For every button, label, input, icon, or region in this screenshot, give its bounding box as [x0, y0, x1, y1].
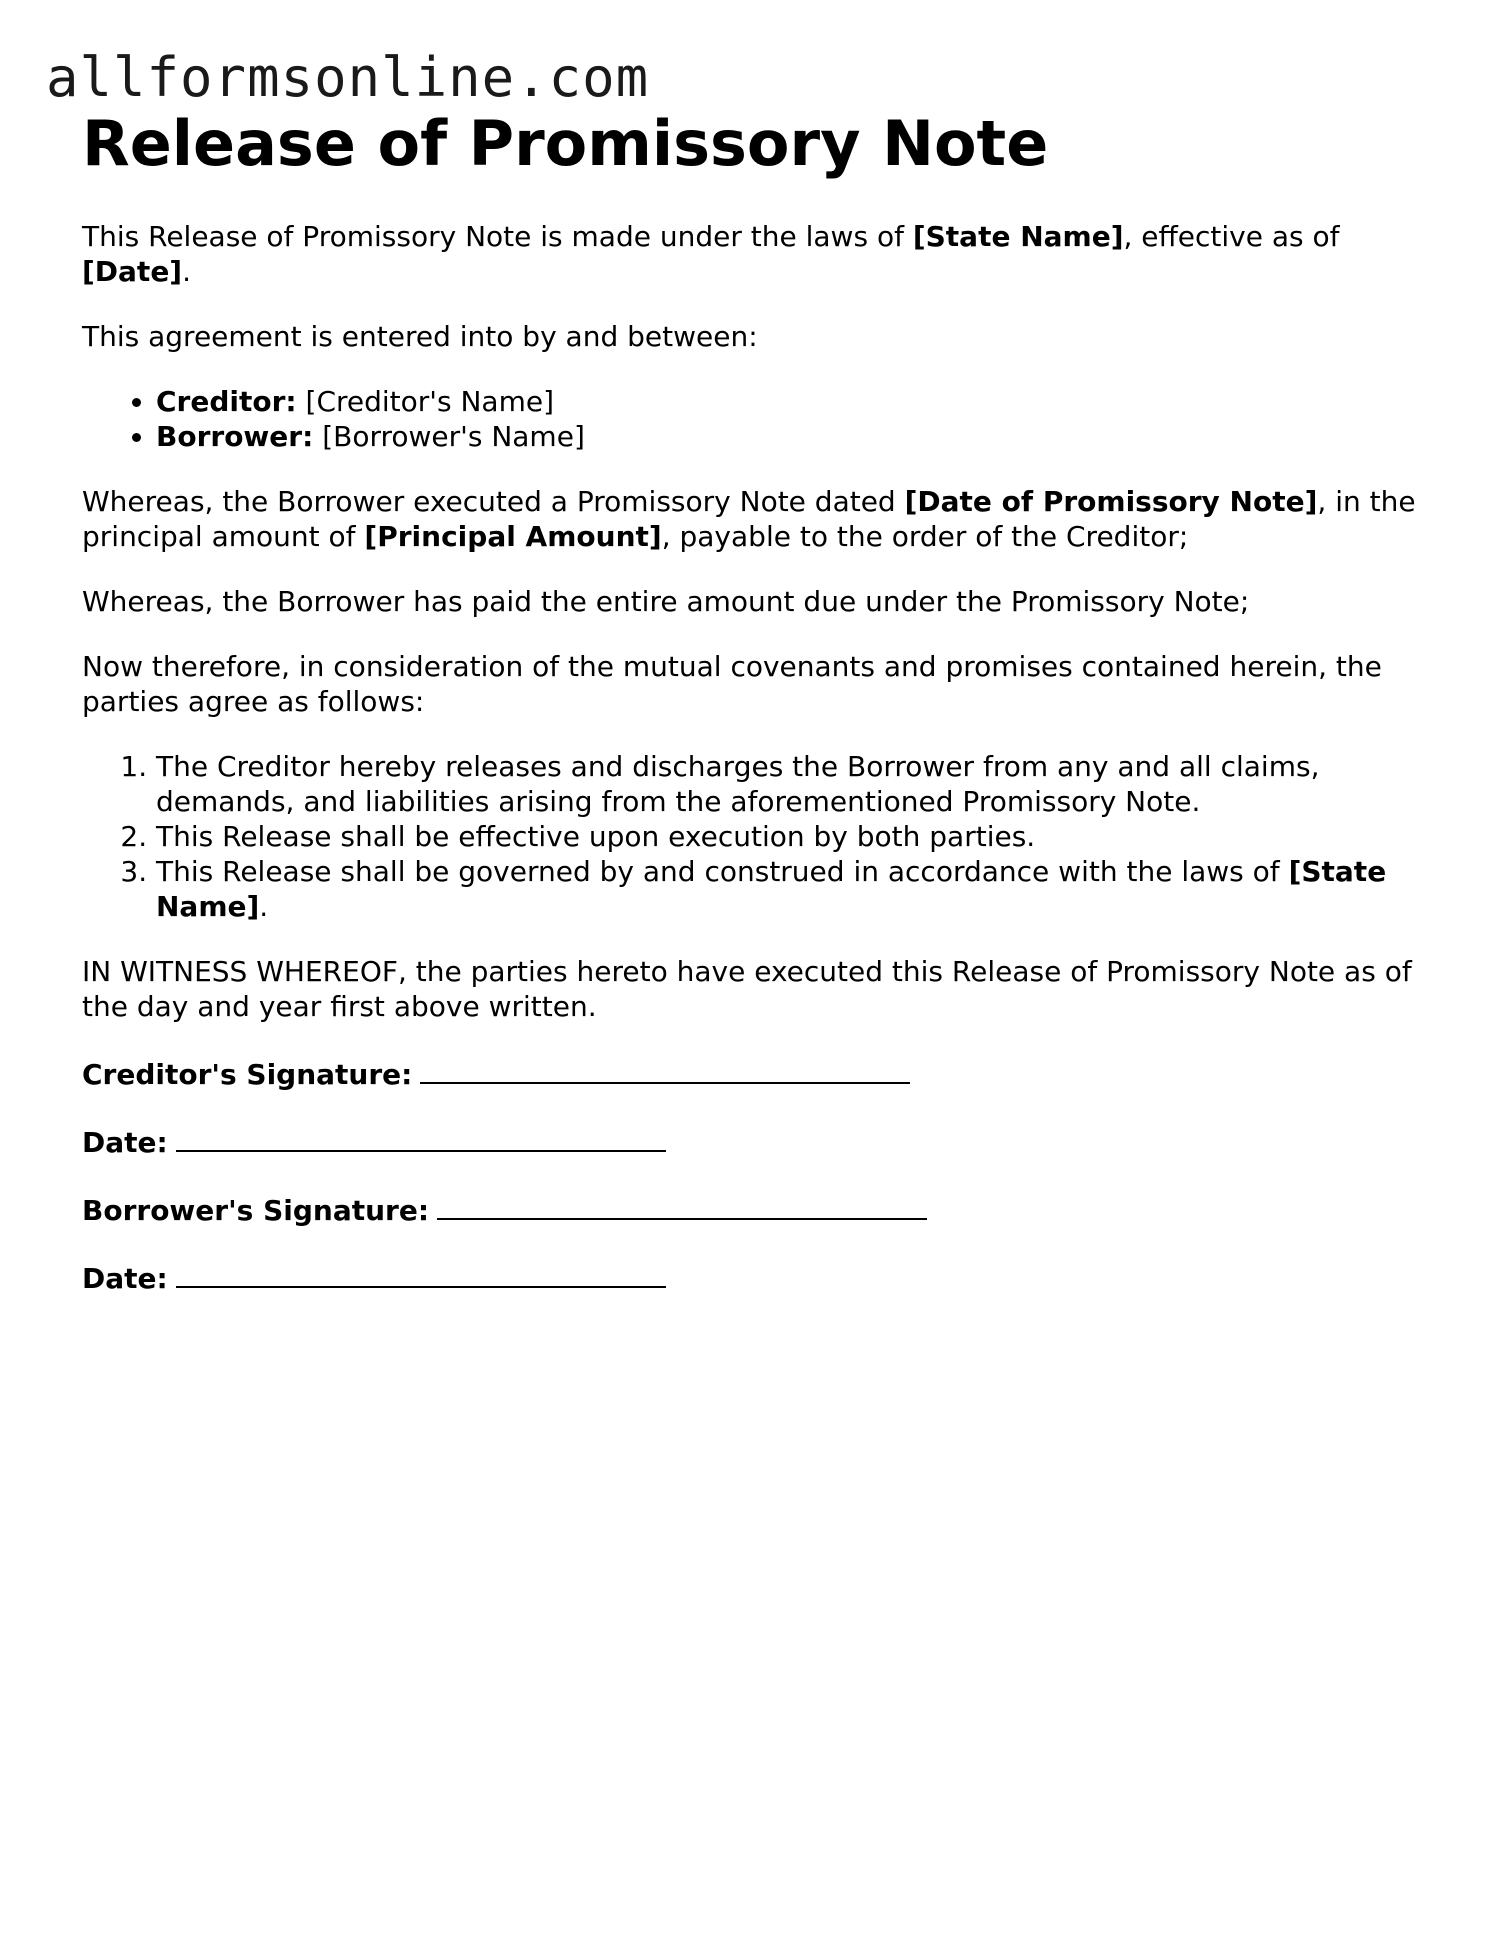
terms-list	[82, 749, 1422, 924]
intro-state-placeholder: [State Name]	[912, 220, 1124, 253]
party-creditor-value: [Creditor's Name]	[296, 385, 555, 418]
intro-date-placeholder: [Date]	[82, 255, 183, 288]
intro-text-1: This Release of Promissory Note is made under the laws of	[82, 220, 913, 253]
principal-amount-placeholder: [Principal Amount]	[364, 520, 662, 553]
creditor-date-label: Date:	[82, 1126, 168, 1159]
party-creditor	[156, 384, 1422, 419]
whereas-paragraph-1	[82, 484, 1422, 554]
document-body	[82, 105, 1422, 1296]
borrower-signature-label: Borrower's Signature:	[82, 1194, 430, 1227]
now-therefore-paragraph: Now therefore, in consideration of the mutual covenants and promises contained herein, the parties agree as follows:	[82, 650, 1382, 718]
creditor-signature-label: Creditor's Signature:	[82, 1058, 413, 1091]
intro-text-2: , effective as of	[1123, 220, 1340, 253]
party-creditor-label: Creditor:	[156, 385, 297, 418]
intro-paragraph	[82, 219, 1422, 289]
parties-list	[82, 384, 1422, 454]
term3-state-placeholder: [State Name]	[156, 855, 1387, 923]
creditor-date-line	[82, 1122, 1422, 1160]
witness-paragraph: IN WITNESS WHEREOF, the parties hereto have executed this Release of Promissory Note as of the day and year first above written.	[82, 955, 1412, 1023]
borrower-signature-line	[82, 1190, 1422, 1228]
creditor-signature-line	[82, 1054, 1422, 1092]
party-borrower	[156, 419, 1422, 454]
whereas1-text-1: Whereas, the Borrower executed a Promissory Note dated	[82, 485, 905, 518]
document-title: Release of Promissory Note	[82, 107, 1049, 180]
term3-text: This Release shall be governed by and construed in accordance with the laws of	[156, 855, 1289, 888]
term-item-2: 2. This Release shall be effective upon execution by both parties.	[156, 819, 1422, 854]
between-paragraph: This agreement is entered into by and between:	[82, 320, 758, 353]
party-borrower-value: [Borrower's Name]	[313, 420, 585, 453]
party-borrower-label: Borrower:	[156, 420, 314, 453]
whereas1-text-3: , payable to the order of the Creditor;	[661, 520, 1189, 553]
note-date-placeholder: [Date of Promissory Note]	[904, 485, 1318, 518]
term-item-1: 1. The Creditor hereby releases and discharges the Borrower from any and all claims, demands, and liabilities arising from the aforementioned Promissory Note.	[156, 749, 1422, 819]
whereas1-text-2: , in the principal amount of	[82, 485, 1416, 553]
borrower-signature-field[interactable]	[437, 1190, 927, 1220]
borrower-date-field[interactable]	[176, 1258, 666, 1288]
borrower-date-label: Date:	[82, 1262, 168, 1295]
creditor-date-field[interactable]	[176, 1122, 666, 1152]
whereas-paragraph-2: Whereas, the Borrower has paid the entire amount due under the Promissory Note;	[82, 585, 1250, 618]
term3-end: .	[259, 890, 269, 923]
creditor-signature-field[interactable]	[420, 1054, 910, 1084]
intro-text-3: .	[182, 255, 192, 288]
borrower-date-line	[82, 1258, 1422, 1296]
term-item-3	[156, 854, 1422, 924]
watermark: allformsonline.com	[46, 46, 650, 109]
